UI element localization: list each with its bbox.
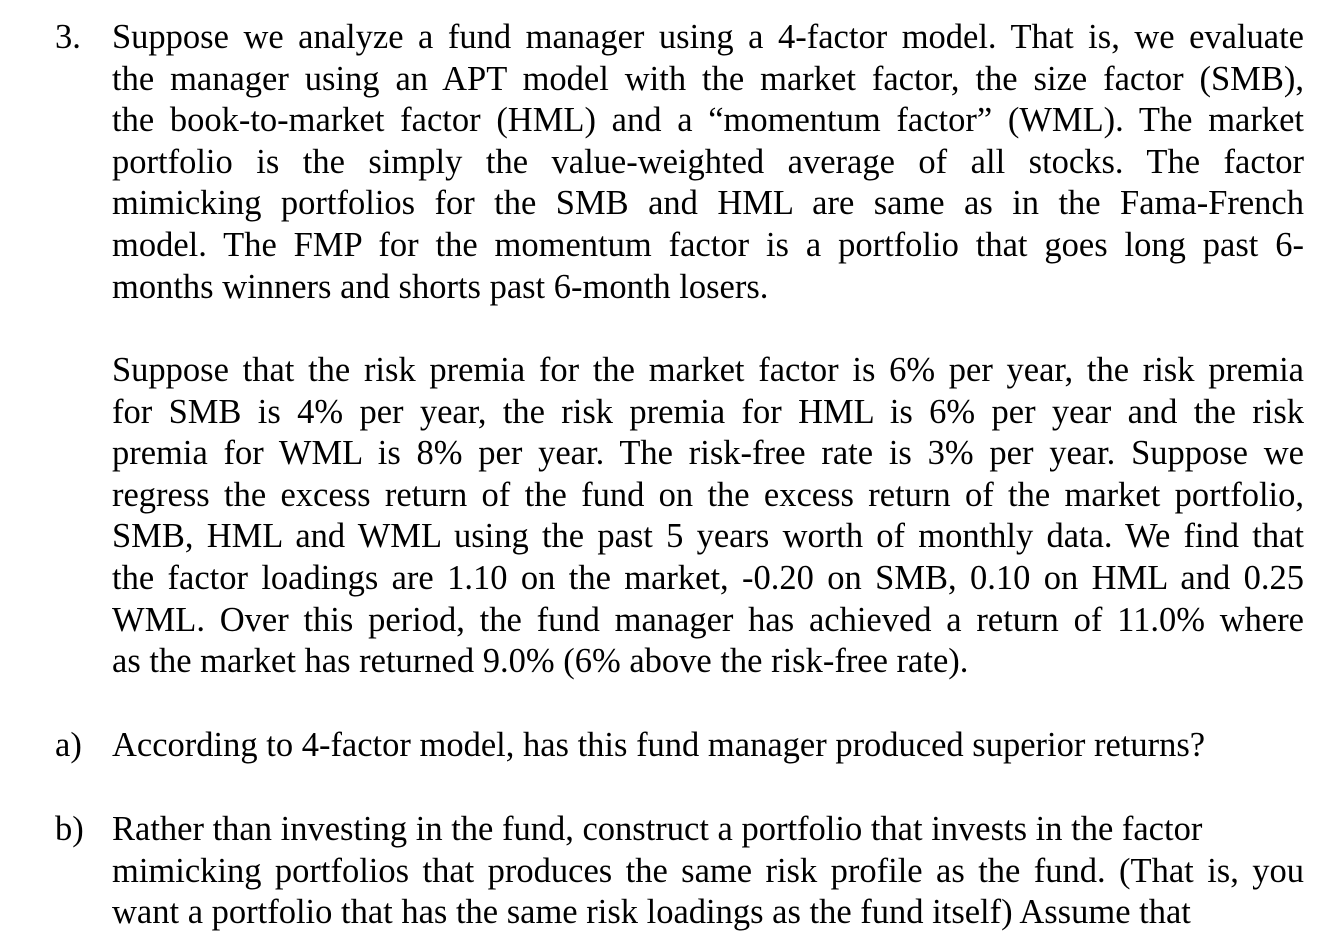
part-b-line: want a portfolio that has the same risk loadings as the fund itself) Assume that <box>112 893 1191 932</box>
part-b-line: mimicking portfolios that produces the same risk profile as the fund. (That is, you <box>112 851 1304 890</box>
part-b-marker: b) <box>55 810 84 848</box>
question-number: 3. <box>55 18 81 56</box>
paragraph-2-line: SMB, HML and WML using the past 5 years worth of monthly data. We find that <box>112 517 1304 556</box>
paragraph-1-line: portfolio is the simply the value-weighted average of all stocks. The factor <box>112 142 1304 181</box>
paragraph-1-line: the manager using an APT model with the market factor, the size factor (SMB), <box>112 59 1304 98</box>
paragraph-2-line: for SMB is 4% per year, the risk premia for HML is 6% per year and the risk <box>112 392 1304 431</box>
paragraph-2-line: Suppose that the risk premia for the market factor is 6% per year, the risk premia <box>112 351 1304 389</box>
question-paragraph-2 <box>112 350 1304 683</box>
paragraph-1-line: model. The FMP for the momentum factor is a portfolio that goes long past 6- <box>112 225 1304 264</box>
paragraph-1-line: mimicking portfolios for the SMB and HML are same as in the Fama-French <box>112 184 1304 223</box>
paragraph-2-line: the factor loadings are 1.10 on the market, -0.20 on SMB, 0.10 on HML and 0.25 <box>112 558 1304 597</box>
paragraph-2-line: regress the excess return of the fund on the excess return of the market portfolio, <box>112 475 1304 514</box>
paragraph-1-line: the book-to-market factor (HML) and a “momentum factor” (WML). The market <box>112 101 1304 140</box>
part-b-body <box>112 809 1304 934</box>
part-a-marker: a) <box>55 726 82 764</box>
paragraph-2-line: WML. Over this period, the fund manager has achieved a return of 11.0% where <box>112 600 1304 639</box>
part-a-body <box>112 725 1304 767</box>
paragraph-2-line: premia for WML is 8% per year. The risk-free rate is 3% per year. Suppose we <box>112 434 1304 473</box>
paragraph-2-line: as the market has returned 9.0% (6% above the risk-free rate). <box>112 642 969 681</box>
part-b-line: Rather than investing in the fund, construct a portfolio that invests in the factor <box>112 810 1203 848</box>
part-a-text: According to 4-factor model, has this fund manager produced superior returns? <box>112 726 1206 764</box>
paragraph-1-line: Suppose we analyze a fund manager using a 4-factor model. That is, we evaluate <box>112 18 1304 56</box>
paragraph-1-line: months winners and shorts past 6-month losers. <box>112 267 769 306</box>
question-paragraph-1 <box>112 17 1304 308</box>
